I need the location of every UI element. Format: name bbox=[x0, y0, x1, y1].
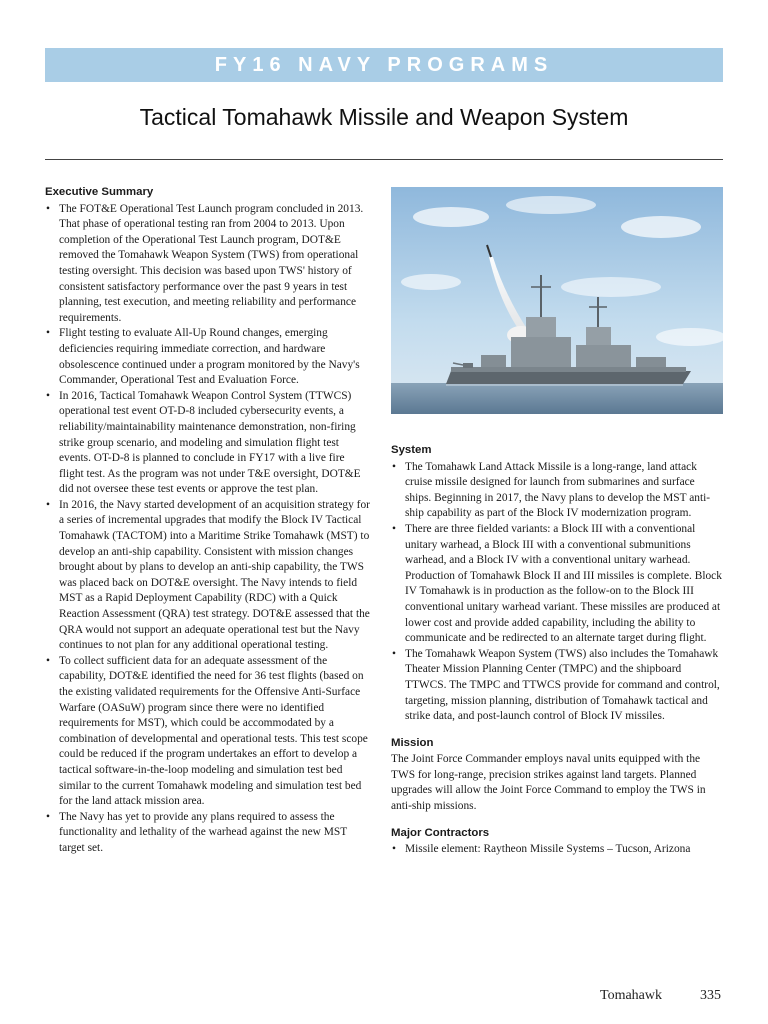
bullet-icon: • bbox=[46, 498, 50, 511]
executive-summary-list bbox=[45, 202, 372, 857]
system-list bbox=[391, 460, 723, 725]
list-item bbox=[45, 326, 372, 388]
bullet-icon: • bbox=[46, 810, 50, 823]
list-item-text: The FOT&E Operational Test Launch program concluded in 2013. That phase of operational testing ran from 2004 to 2013. Upon completion of the Operational Test Launch program, DOT&E removed the Tomahawk Weapon System (TWS) from operational testing oversight. This decision was based upon TWS' history of consistent satisfactory performance over the past 9 years in test planning, test execution, and meeting reliability and performance requirements. bbox=[59, 202, 364, 324]
bullet-icon: • bbox=[46, 327, 50, 340]
ship-launch-photo bbox=[391, 187, 723, 414]
page-number: 335 bbox=[700, 988, 721, 1003]
list-item-text: The Tomahawk Weapon System (TWS) also includes the Tomahawk Theater Mission Planning Center (TMPC) and the shipboard TTWCS. The TMPC and TTWCS provide for command and control, targeting, mission planning, distribution of Tomahawk tactical and strike data, and post-launch control of Block IV missiles. bbox=[405, 647, 720, 723]
list-item-text: There are three fielded variants: a Block III with a conventional unitary warhead, a Block III with a conventional submunitions warhead, and a Block IV with a conventional unitary warhead. Production of Tomahawk Block II and III missiles is complete. Block IV Tomahawk is in production as the follow-on to the Block III conventional unitary warhead variant. These missiles are produced at lower cost and provide added capability, including the ability to communicate and be redirected to an alternate target during flight. bbox=[405, 522, 722, 645]
system-heading: System bbox=[391, 444, 432, 456]
section-banner: FY16 NAVY PROGRAMS bbox=[45, 48, 723, 82]
title-divider bbox=[45, 159, 723, 160]
mission-text: The Joint Force Commander employs naval units equipped with the TWS for long-range, precision strikes against land targets. Planned upgrades will allow the Joint Force Command to employ the TWS in anti-ship missions. bbox=[391, 753, 706, 813]
bullet-icon: • bbox=[46, 389, 50, 402]
right-column bbox=[391, 443, 723, 858]
list-item bbox=[45, 202, 372, 327]
bullet-icon: • bbox=[392, 647, 396, 660]
bullet-icon: • bbox=[46, 202, 50, 215]
list-item bbox=[391, 522, 723, 647]
bullet-icon: • bbox=[392, 460, 396, 473]
footer-section-label: Tomahawk bbox=[600, 988, 663, 1003]
cruiser-missile-launch-image bbox=[391, 187, 723, 414]
contractors-list bbox=[391, 842, 723, 858]
list-item bbox=[45, 810, 372, 857]
list-item-text: In 2016, Tactical Tomahawk Weapon Control System (TTWCS) operational test event OT-D-8 included cybersecurity events, a reliability/maintainability maintenance demonstration, non-firing strike group scenario, and modeling and simulation flight test events. OT-D-8 is planned to conclude in FY17 with a live fire flight test. As the program was not under T&E oversight, DOT&E did not oversee these test events or approve the test plan. bbox=[59, 389, 361, 496]
list-item bbox=[391, 842, 723, 858]
mission-heading: Mission bbox=[391, 736, 434, 749]
list-item-text: To collect sufficient data for an adequate assessment of the capability, DOT&E identified the need for 36 test flights (based on the existing validated requirements for the Offensive Anti-Surface Warfare (OASuW) program since there were no identified requirements for MST), which could be accommodated by a combination of developmental and operational tests. This test scope could be reduced if the program undertakes an effort to develop a tactical software-in-the-loop modeling and simulation test bed similar to the current Tomahawk modeling and simulation test bed for the land attack mission area. bbox=[59, 654, 368, 808]
list-item-text: Missile element: Raytheon Missile Systems – Tucson, Arizona bbox=[405, 843, 691, 856]
bullet-icon: • bbox=[392, 522, 396, 535]
list-item-text: In 2016, the Navy started development of an acquisition strategy for a series of incremental upgrades that modify the Block IV Tactical Tomahawk (TACTOM) into a Maritime Strike Tomahawk (MST) to develop an anti-ship capability. Consistent with mission changes brought about by plans to develop an anti-ship capability, the TWS was placed back on DOT&E oversight. The Navy intends to field MST as a Rapid Deployment Capability (RDC) with a Quick Reaction Assessment (QRA) test strategy. DOT&E assessed that the QRA would not support an adequate operational test but the Navy continues to not plan for any additional operational testing. bbox=[59, 498, 370, 652]
left-column bbox=[45, 185, 372, 857]
list-item bbox=[391, 647, 723, 725]
executive-summary-heading: Executive Summary bbox=[45, 186, 154, 198]
list-item bbox=[391, 460, 723, 522]
bullet-icon: • bbox=[46, 654, 50, 667]
list-item bbox=[45, 654, 372, 810]
major-contractors-heading: Major Contractors bbox=[391, 826, 490, 839]
list-item-text: The Tomahawk Land Attack Missile is a long-range, land attack cruise missile designed for launch from submarines and surface ships. Beginning in 2017, the Navy plans to develop the MST anti-ship capability as part of the Block IV modernization program. bbox=[405, 460, 711, 520]
list-item bbox=[45, 389, 372, 498]
bullet-icon: • bbox=[392, 843, 396, 856]
list-item-text: Flight testing to evaluate All-Up Round changes, emerging deficiencies requiring immediate correction, and hardware obsolescence continued under a program monitored by the Navy's Commander, Operational Test and Evaluation Force. bbox=[59, 327, 360, 387]
page-title: Tactical Tomahawk Missile and Weapon System bbox=[139, 104, 629, 130]
list-item-text: The Navy has yet to provide any plans required to assess the functionality and lethality of the warhead against the new MST target set. bbox=[59, 810, 347, 854]
list-item bbox=[45, 498, 372, 654]
